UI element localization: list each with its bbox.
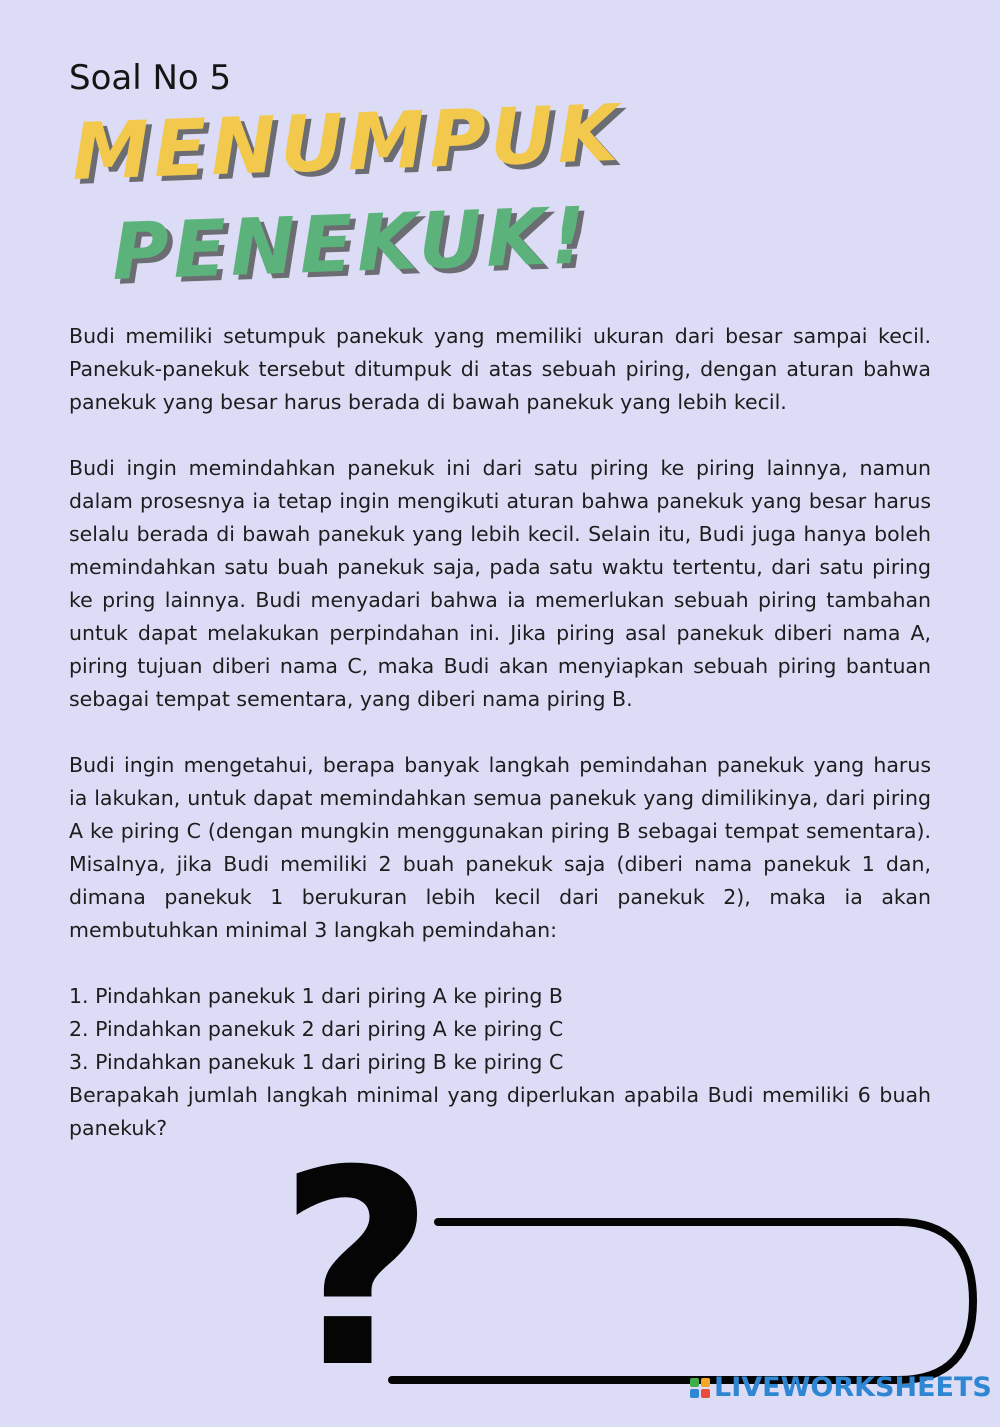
- liveworksheets-logo-icon: [690, 1378, 710, 1398]
- paragraph-2: Budi ingin memindahkan panekuk ini dari satu piring ke piring lainnya, namun dalam prosesnya ia tetap ingin mengikuti aturan bahwa panekuk yang besar harus selalu berada di bawah panekuk yang lebih kecil. Selain itu, Budi juga hanya boleh memindahkan satu buah panekuk saja, pada satu waktu tertentu, dari satu piring ke pring lainnya. Budi menyadari bahwa ia memerlukan sebuah piring tambahan untuk dapat melakukan perpindahan ini. Jika piring asal panekuk diberi nama A, piring tujuan diberi nama C, maka Budi akan menyiapkan sebuah piring bantuan sebagai tempat sementara, yang diberi nama piring B.: [69, 456, 931, 711]
- question-mark-icon: ?: [278, 1112, 435, 1427]
- title-line-2: PENEKUK!: [110, 191, 592, 298]
- question-text: Berapakah jumlah langkah minimal yang diperlukan apabila Budi memiliki 6 buah panekuk?: [69, 1083, 931, 1140]
- logo-tile-e: [701, 1389, 710, 1398]
- logo-tile-l: [690, 1378, 699, 1387]
- logo-tile-i: [701, 1378, 710, 1387]
- title-line-1: MENUMPUK: [70, 88, 624, 198]
- problem-text: [69, 320, 931, 1145]
- paragraph-3: Budi ingin mengetahui, berapa banyak langkah pemindahan panekuk yang harus ia lakukan, untuk dapat memindahkan semua panekuk yang dimilikinya, dari piring A ke piring C (dengan mungkin menggunakan piring B sebagai tempat sementara). Misalnya, jika Budi memiliki 2 buah panekuk saja (diberi nama panekuk 1 dan, dimana panekuk 1 berukuran lebih kecil dari panekuk 2), maka ia akan membutuhkan minimal 3 langkah pemindahan:: [69, 753, 931, 942]
- answer-box-outline: [392, 1222, 973, 1380]
- step-item-3: 3. Pindahkan panekuk 1 dari piring B ke piring C: [69, 1050, 564, 1074]
- step-item-1: 1. Pindahkan panekuk 1 dari piring A ke piring B: [69, 984, 563, 1008]
- answer-input-box[interactable]: [388, 1216, 988, 1386]
- paragraph-1: Budi memiliki setumpuk panekuk yang memiliki ukuran dari besar sampai kecil. Panekuk-panekuk tersebut ditumpuk di atas sebuah piring, dengan aturan bahwa panekuk yang besar harus berada di bawah panekuk yang lebih kecil.: [69, 324, 931, 414]
- logo-tile-v: [690, 1389, 699, 1398]
- liveworksheets-brand: [690, 1372, 992, 1403]
- question-number: Soal No 5: [69, 58, 232, 98]
- step-item-2: 2. Pindahkan panekuk 2 dari piring A ke piring C: [69, 1017, 564, 1041]
- brand-name: LIVEWORKSHEETS: [714, 1372, 992, 1403]
- steps-list: [69, 980, 931, 1079]
